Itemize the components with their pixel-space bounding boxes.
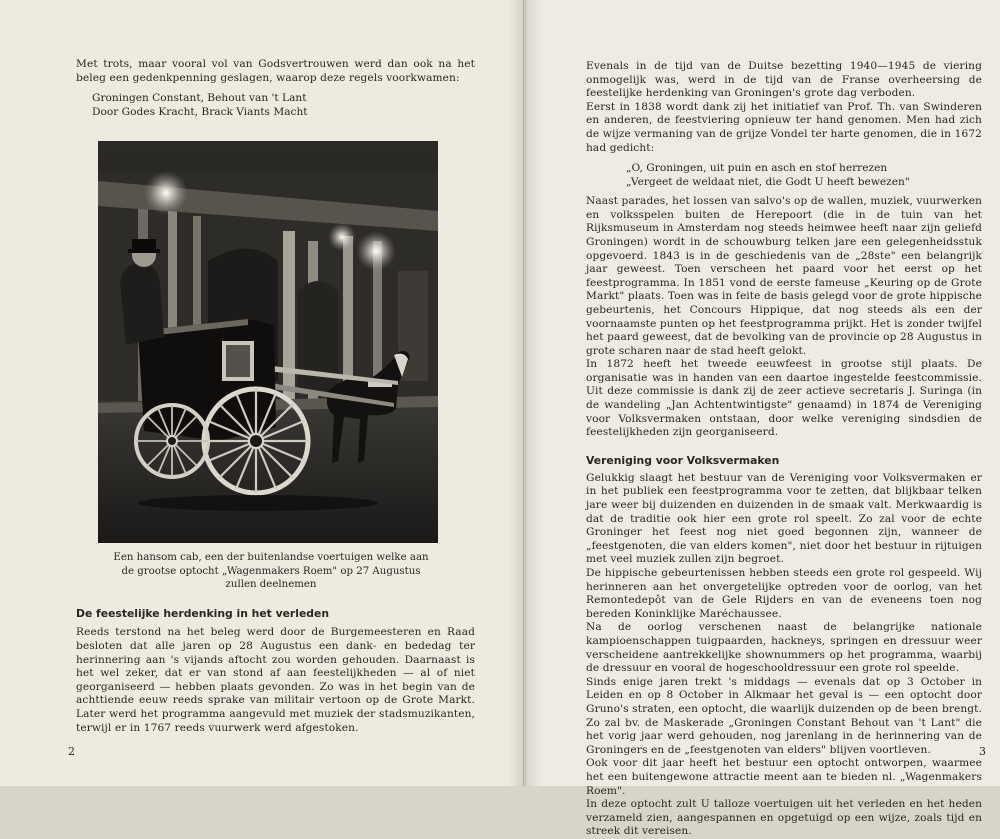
paragraph-6: De hippische gebeurtenissen hebben steeds een grote rol gespeeld. Wij herinneren aan het onvergetelijke optreden voor de oorlog, van het Remontedepôt van de Gele Rijders en van de eveneens toen nog bereden Koninklijke Maréchaussee. — [586, 567, 982, 620]
section-heading-right: Vereniging voor Volksvermaken — [586, 453, 780, 467]
paragraph-4: In 1872 heeft het tweede eeuwfeest in grootse stijl plaats. De organisatie was in handen van een daartoe ingestelde feestcommissie. Uit deze commissie is dank zij de zeer actieve secretaris J. Suringa (in de wandeling „Jan Achtentwintigste" genaamd) in 1874 de Vereniging voor Volksvermaken ontstaan, door welke vereniging sindsdien de feestelijkheden zijn georganiseerd. — [586, 358, 982, 439]
paragraph-1: Evenals in de tijd van de Duitse bezetting 1940—1945 de viering onmogelijk was, werd in de tijd van de Franse overheersing de feestelijke herdenking van Groningen's grote dag verboden. — [586, 60, 982, 100]
paragraph-3: Naast parades, het lossen van salvo's op de wallen, muziek, vuurwerken en volksspelen buiten de Herepoort (die in de tuin van het Rijksmuseum in Amsterdam nog steeds heimwee heeft naar zijn geliefd Groningen) wordt in de schouwburg telken jare een gelegenheidsstuk opgevoerd. 1843 is in de geschiedenis van de „28ste" een belangrijk jaar geweest. Toen verscheen het paard voor het eerst op het feestprogramma. In 1851 vond de eerste fameuse „Keuring op de Grote Markt" plaats. Toen was in feite de basis gelegd voor de grote hippische gebeurtenis, het Concours Hippique, dat nog steeds als een der voornaamste punten op het feestprogramma prijkt. Het is zonder twijfel het paard geweest, dat de bevolking van de provincie op 28 Augustus in grote scharen naar de stad heeft gelokt. — [586, 195, 983, 357]
motto-line-2: Door Godes Kracht, Brack Viants Macht — [92, 106, 308, 119]
motto — [92, 91, 475, 119]
photo-caption — [86, 551, 456, 591]
body-paragraph-left: Reeds terstond na het beleg werd door de Burgemeesteren en Raad besloten dat alle jaren op 28 Augustus een dank- en bededag ter herinnering aan 's vijands aftocht zou worden gehouden. Daarnaast is het wel zeker, dat er van stond af aan feestelijkheden — al of niet georganiseerd — hebben plaats gevonden. Zo was in het begin van de achttiende eeuw reeds sprake van militair vertoon op de Grote Markt. Later werd het programma aangevuld met muziek der stadsmuzikanten, terwijl er in 1767 reeds vuurwerk werd afgestoken. — [76, 626, 475, 734]
caption-line-2: de grootse optocht „Wagenmakers Roem" op 27 Augustus — [121, 565, 421, 577]
caption-line-3: zullen deelnemen — [225, 579, 317, 590]
motto-line-1: Groningen Constant, Behout van 't Lant — [92, 92, 307, 105]
caption-line-1: Een hansom cab, een der buitenlandse voertuigen welke aan — [113, 552, 429, 564]
paragraph-8: Sinds enige jaren trekt 's middags — evenals dat op 3 October in Leiden en op 8 October in Alkmaar het geval is — een optocht door Gruno's straten, een optocht, die waarlijk duizenden op de been brengt. Zo zal bv. de Maskerade „Groningen Constant Behout van 't Lant" die het vorig jaar werd gehouden, nog jarenlang in de herinnering van de Groningers en de „feestgenoten van elders" blijven voortleven. — [586, 675, 982, 756]
quote-line-1: „O, Groningen, uit puin en asch en stof herrezen — [626, 162, 888, 175]
hansom-cab-photo — [98, 141, 438, 543]
paragraph-10: In deze optocht zult U talloze voertuigen uit het verleden en het heden verzameld zien, aangespannen en opgetuigd op een wijze, zoals tijd en streek dit vereisen. — [586, 798, 982, 838]
vondel-quote — [626, 161, 982, 189]
paragraph-9: Ook voor dit jaar heeft het bestuur een optocht ontworpen, waarmee het een buitengewone attractie meent aan te bieden nl. „Wagenmakers Roem". — [586, 757, 982, 797]
paragraph-7: Na de oorlog verschenen naast de belangrijke nationale kampioenschappen tuigpaarden, hackneys, springen en dressuur weer verscheidene aantrekkelijke shownummers op het programma, waarbij de dressuur en vooral de hogeschooldressuur een grote rol speelde. — [586, 621, 982, 675]
paragraph-5: Gelukkig slaagt het bestuur van de Vereniging voor Volksvermaken er in het publiek een feestprogramma voor te zetten, dat blijkbaar telken jare weer bij duizenden en duizenden in de smaak valt. Merkwaardig is dat de traditie ook hier een grote rol speelt. Zo zal voor de echte Groninger het feest nog niet goed begonnen zijn, wanneer de „feestgenoten, die van elders komen", niet door het bestuur in rijtuigen met veel muziek zullen zijn begroet. — [586, 471, 982, 566]
section-heading-left: De feestelijke herdenking in het verleden — [76, 607, 330, 621]
right-page — [524, 0, 1000, 838]
page-number-right: 3 — [979, 745, 986, 758]
intro-paragraph: Met trots, maar vooral vol van Godsvertrouwen werd dan ook na het beleg een gedenkpenning geslagen, waarop deze regels voorkwamen: — [76, 58, 475, 84]
page-number-left: 2 — [68, 745, 75, 758]
quote-line-2: „Vergeet de weldaat niet, die Godt U heeft bewezen" — [626, 176, 910, 189]
left-page — [0, 0, 524, 786]
paragraph-2: Eerst in 1838 wordt dank zij het initiatief van Prof. Th. van Swinderen en anderen, de feestviering opnieuw ter hand genomen. Men had zich de wijze vermaning van de grijze Vondel ter harte genomen, die in 1672 had gedicht: — [586, 100, 982, 154]
